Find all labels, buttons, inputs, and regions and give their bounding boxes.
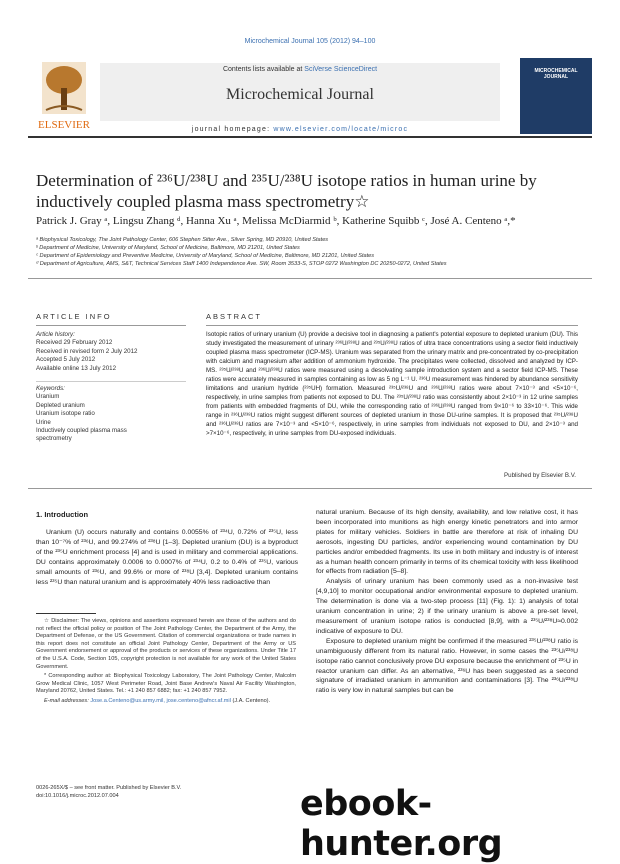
journal-homepage (100, 126, 500, 133)
intro-paragraph: Uranium (U) occurs naturally and contains 0.0055% of ²³⁴U, 0.72% of ²³⁵U, less than 10⁻⁷% of ²³⁶U, and 99.274% of ²³⁸U [1–3]. Depleted uranium (DU) is a byproduct of the ²³⁵U enrichment process [4] and is used in military and commercial applications. DU contains approximately 0.0006 to 0.0007% of ²³⁴U, 0.2 to 0.4% of ²³⁵U, various small amounts of ²³⁶U, and 99.6% or more of ²³⁸U [3,4]. Depleted uranium contains less ²³⁵U than natural uranium and is approximately 40% less radioactive than (36, 529, 298, 586)
journal-title: Microchemical Journal (226, 86, 374, 103)
article-history (36, 331, 186, 373)
footnote-rule (36, 613, 96, 614)
affiliation-divider (28, 278, 592, 279)
publisher-name: ELSEVIER (38, 119, 90, 131)
abstract-text: Isotopic ratios of urinary uranium (U) provide a decisive tool in diagnosing a patient's potential exposure to depleted uranium (DU). This study investigated the measurement of urinary ²³⁶U/²³⁸U and ²³⁵U/²³⁸U ratios of ultra trace concentrations using a sector field inductively coupled plasma mass spectrometer (ICP-MS). Uranium was separated from the urinary matrix and pre-concentrated by co-precipitation with calcium and magnesium after addition of ammonium hydroxide. The precipitates were collected, dissolved and analyzed by ICP-MS. ²³⁵U/²³⁸U and ²³⁶U/²³⁸U ratios were measured using a desolvating sample introduction system and a sector field ICP-MS. These ratios were accurately measured in samples containing as low as 5 ng L⁻¹ U. ²³⁶U measurement was hindered by abundance sensitivity limitations and uranium hydride (²³⁵UH) formation. Measured ²³⁵U/²³⁸U and ²³⁶U/²³⁸U ratios were about 7×10⁻³ and <5×10⁻⁶, respectively, in urine samples from patients not exposed to DU. The ²³⁵U/²³⁸U ratio was consistently about 2×10⁻³ in 12 urine samples from patients with embedded fragments of DU, while the corresponding ratio of ²³⁶U/²³⁸U ranged from 9×10⁻⁶ to 33×10⁻⁶. This wide range in ²³⁶U/²³⁸U ratios might suggest different sources of depleted uranium in those DU-urine samples. It is proposed that ²³⁵U/²³⁸U and ²³⁶U/²³⁸U ratios are 7×10⁻³ and <5×10⁻⁶, respectively, in urine samples from individuals not exposed to DU, and 2×10⁻³ and >7×10⁻⁶, respectively, in urine samples from DU-exposed individuals. (206, 331, 578, 437)
affiliation-d: ᵈ Department of Agriculture, AMS, S&T, Technical Services Staff 1400 Independence Ave. SW, Room 3533-S, STOP 0272 Washington DC 20250-0272, United States (36, 261, 447, 267)
article-info-rule (36, 325, 186, 326)
intro-paragraph: Analysis of urinary uranium has been commonly used as a non-invasive test [4,9,10] to monitor occupational and/or environmental exposure to depleted uranium. The determination is done via a two-step process [11] (Fig. 1): 1) analysis of total uranium concentration in urine; 2) if the urinary uranium is above a pre-set level, measurement of uranium isotope ratios is conducted [8,9], with a ²³⁵U/²³⁸U≈0.002 indicative of exposure to DU. (316, 578, 578, 635)
cover-title: MICROCHEMICAL JOURNAL (534, 68, 578, 80)
watermark: ebook-hunter.org (300, 784, 503, 864)
homepage-link[interactable]: www.elsevier.com/locate/microc (273, 126, 409, 133)
intro-right-column (316, 508, 578, 696)
issn-line: 0026-265X/$ – see front matter. Published by Elsevier B.V. (36, 785, 182, 791)
keyword-item: Inductively coupled plasma mass (36, 427, 127, 435)
keyword-item: Urine (36, 418, 51, 426)
elsevier-tree-icon (28, 58, 100, 134)
history-item: Available online 13 July 2012 (36, 364, 117, 372)
author-list: Patrick J. Gray ᵃ, Lingsu Zhang ᵈ, Hanna Xu ᵃ, Melissa McDiarmid ᵇ, Katherine Squibb ᶜ, José A. Centeno ᵃ,* (36, 215, 516, 227)
disclaimer-footnote: ☆ Disclaimer: The views, opinions and assertions expressed herein are those of the authors and do not reflect the official policy or position of The Joint Pathology Center, the Department of the Army, the Department of Defense, or the US Government. Citation of commercial organizations or trade names in this report does not constitute an official Joint Pathology Center, Department of the Army or US Government endorsement or approval of the products or services of these organizations. Under Title 17 of the U.S.A. Code, Section 105, copyright protection is not available for any work of the United States Government. (36, 618, 296, 670)
keyword-item: spectrometry (36, 435, 72, 443)
history-label: Article history: (36, 331, 75, 338)
intro-left-column (36, 528, 298, 587)
history-item: Accepted 5 July 2012 (36, 356, 96, 364)
email-footnote (36, 698, 296, 706)
header-rule (28, 136, 592, 138)
contents-line (100, 66, 500, 73)
corresponding-author-footnote: * Corresponding author at: Biophysical Toxicology Laboratory, The Joint Pathology Center, Malcolm Grow Medical Clinic, 1057 West Perimeter Road, Joint Base Andrew's Naval Air Facility Washington, Maryland 20762, United States. Tel.: +1 240 857 6882; fax: +1 240 857 7952. (36, 673, 296, 695)
keywords-divider (36, 381, 186, 382)
intro-paragraph: Exposure to depleted uranium might be confirmed if the measured ²³⁵U/²³⁸U ratio is unambiguously different from its natural ratio. However, in some cases the ²³⁵U/²³⁸U isotope ratio cannot conclusively prove DU exposure because the enrichment of ²³⁵U in reactor uranium can differ. As an alternative, ²³⁶U has been suggested as a second signature of irradiated uranium in ammunition and contaminations [3]. The ²³⁶U/²³⁸U ratio is very low in natural samples but can be (316, 637, 578, 695)
bottom-matter (36, 785, 181, 800)
journal-cover-thumbnail[interactable] (520, 58, 592, 134)
sciverse-link[interactable]: SciVerse ScienceDirect (304, 66, 378, 73)
abstract-bottom-rule (28, 488, 592, 489)
journal-citation[interactable]: Microchemical Journal 105 (2012) 94–100 (244, 38, 376, 45)
email-owner: (J.A. Centeno). (232, 697, 271, 704)
email-label: E-mail addresses: (44, 697, 91, 704)
homepage-prefix: journal homepage: (191, 126, 274, 133)
affiliation-c: ᶜ Department of Epidemiology and Preventive Medicine, University of Maryland, School of Medicine, Baltimore, MD 21201, United States (36, 253, 375, 259)
history-item: Received in revised form 2 July 2012 (36, 347, 138, 355)
section-heading-introduction: 1. Introduction (36, 510, 89, 519)
article-info-heading: ARTICLE INFO (36, 312, 112, 321)
email-links[interactable]: Jose.a.Centeno@us.army.mil, jose.centeno@afncr.af.mil (90, 697, 231, 704)
affiliation-a: ᵃ Biophysical Toxicology, The Joint Pathology Center, 606 Stephen Sitter Ave., Silver Spring, MD 20910, United States (36, 237, 329, 243)
contents-prefix: Contents lists available at (222, 66, 305, 73)
history-item: Received 29 February 2012 (36, 339, 113, 347)
keywords-label: Keywords: (36, 385, 65, 392)
elsevier-logo (28, 58, 100, 134)
footnotes (36, 618, 296, 708)
article-title: Determination of ²³⁶U/²³⁸U and ²³⁵U/²³⁸U isotope ratios in human urine by inductively coupled plasma mass spectrometry☆ (36, 171, 537, 211)
affiliation-b: ᵇ Department of Medicine, University of Maryland, School of Medicine, Baltimore, MD 21201, United States (36, 245, 300, 251)
abstract-rule (206, 325, 578, 326)
abstract-heading: ABSTRACT (206, 312, 263, 321)
keyword-item: Uranium (36, 393, 60, 401)
keywords-block (36, 385, 186, 444)
published-by: Published by Elsevier B.V. (504, 472, 576, 479)
doi-link[interactable]: doi:10.1016/j.microc.2012.07.004 (36, 792, 119, 799)
intro-paragraph: natural uranium. Because of its high density, availability, and low relative cost, it has been incorporated into munitions as high energy kinetic penetrators and into armor plates for military vehicles. Soldiers in battle are therefore at risk of inhaling DU aerosols, ingesting DU particles, and/or experiencing wound contamination by DU particles and/or embedded fragments. Its use in both military and industry is of interest as a human health concern primarily in terms of its chemical toxicity with less likelihood for effects from radiation [5–8]. (316, 509, 578, 576)
keyword-item: Depleted uranium (36, 401, 85, 409)
keyword-item: Uranium isotope ratio (36, 410, 95, 418)
